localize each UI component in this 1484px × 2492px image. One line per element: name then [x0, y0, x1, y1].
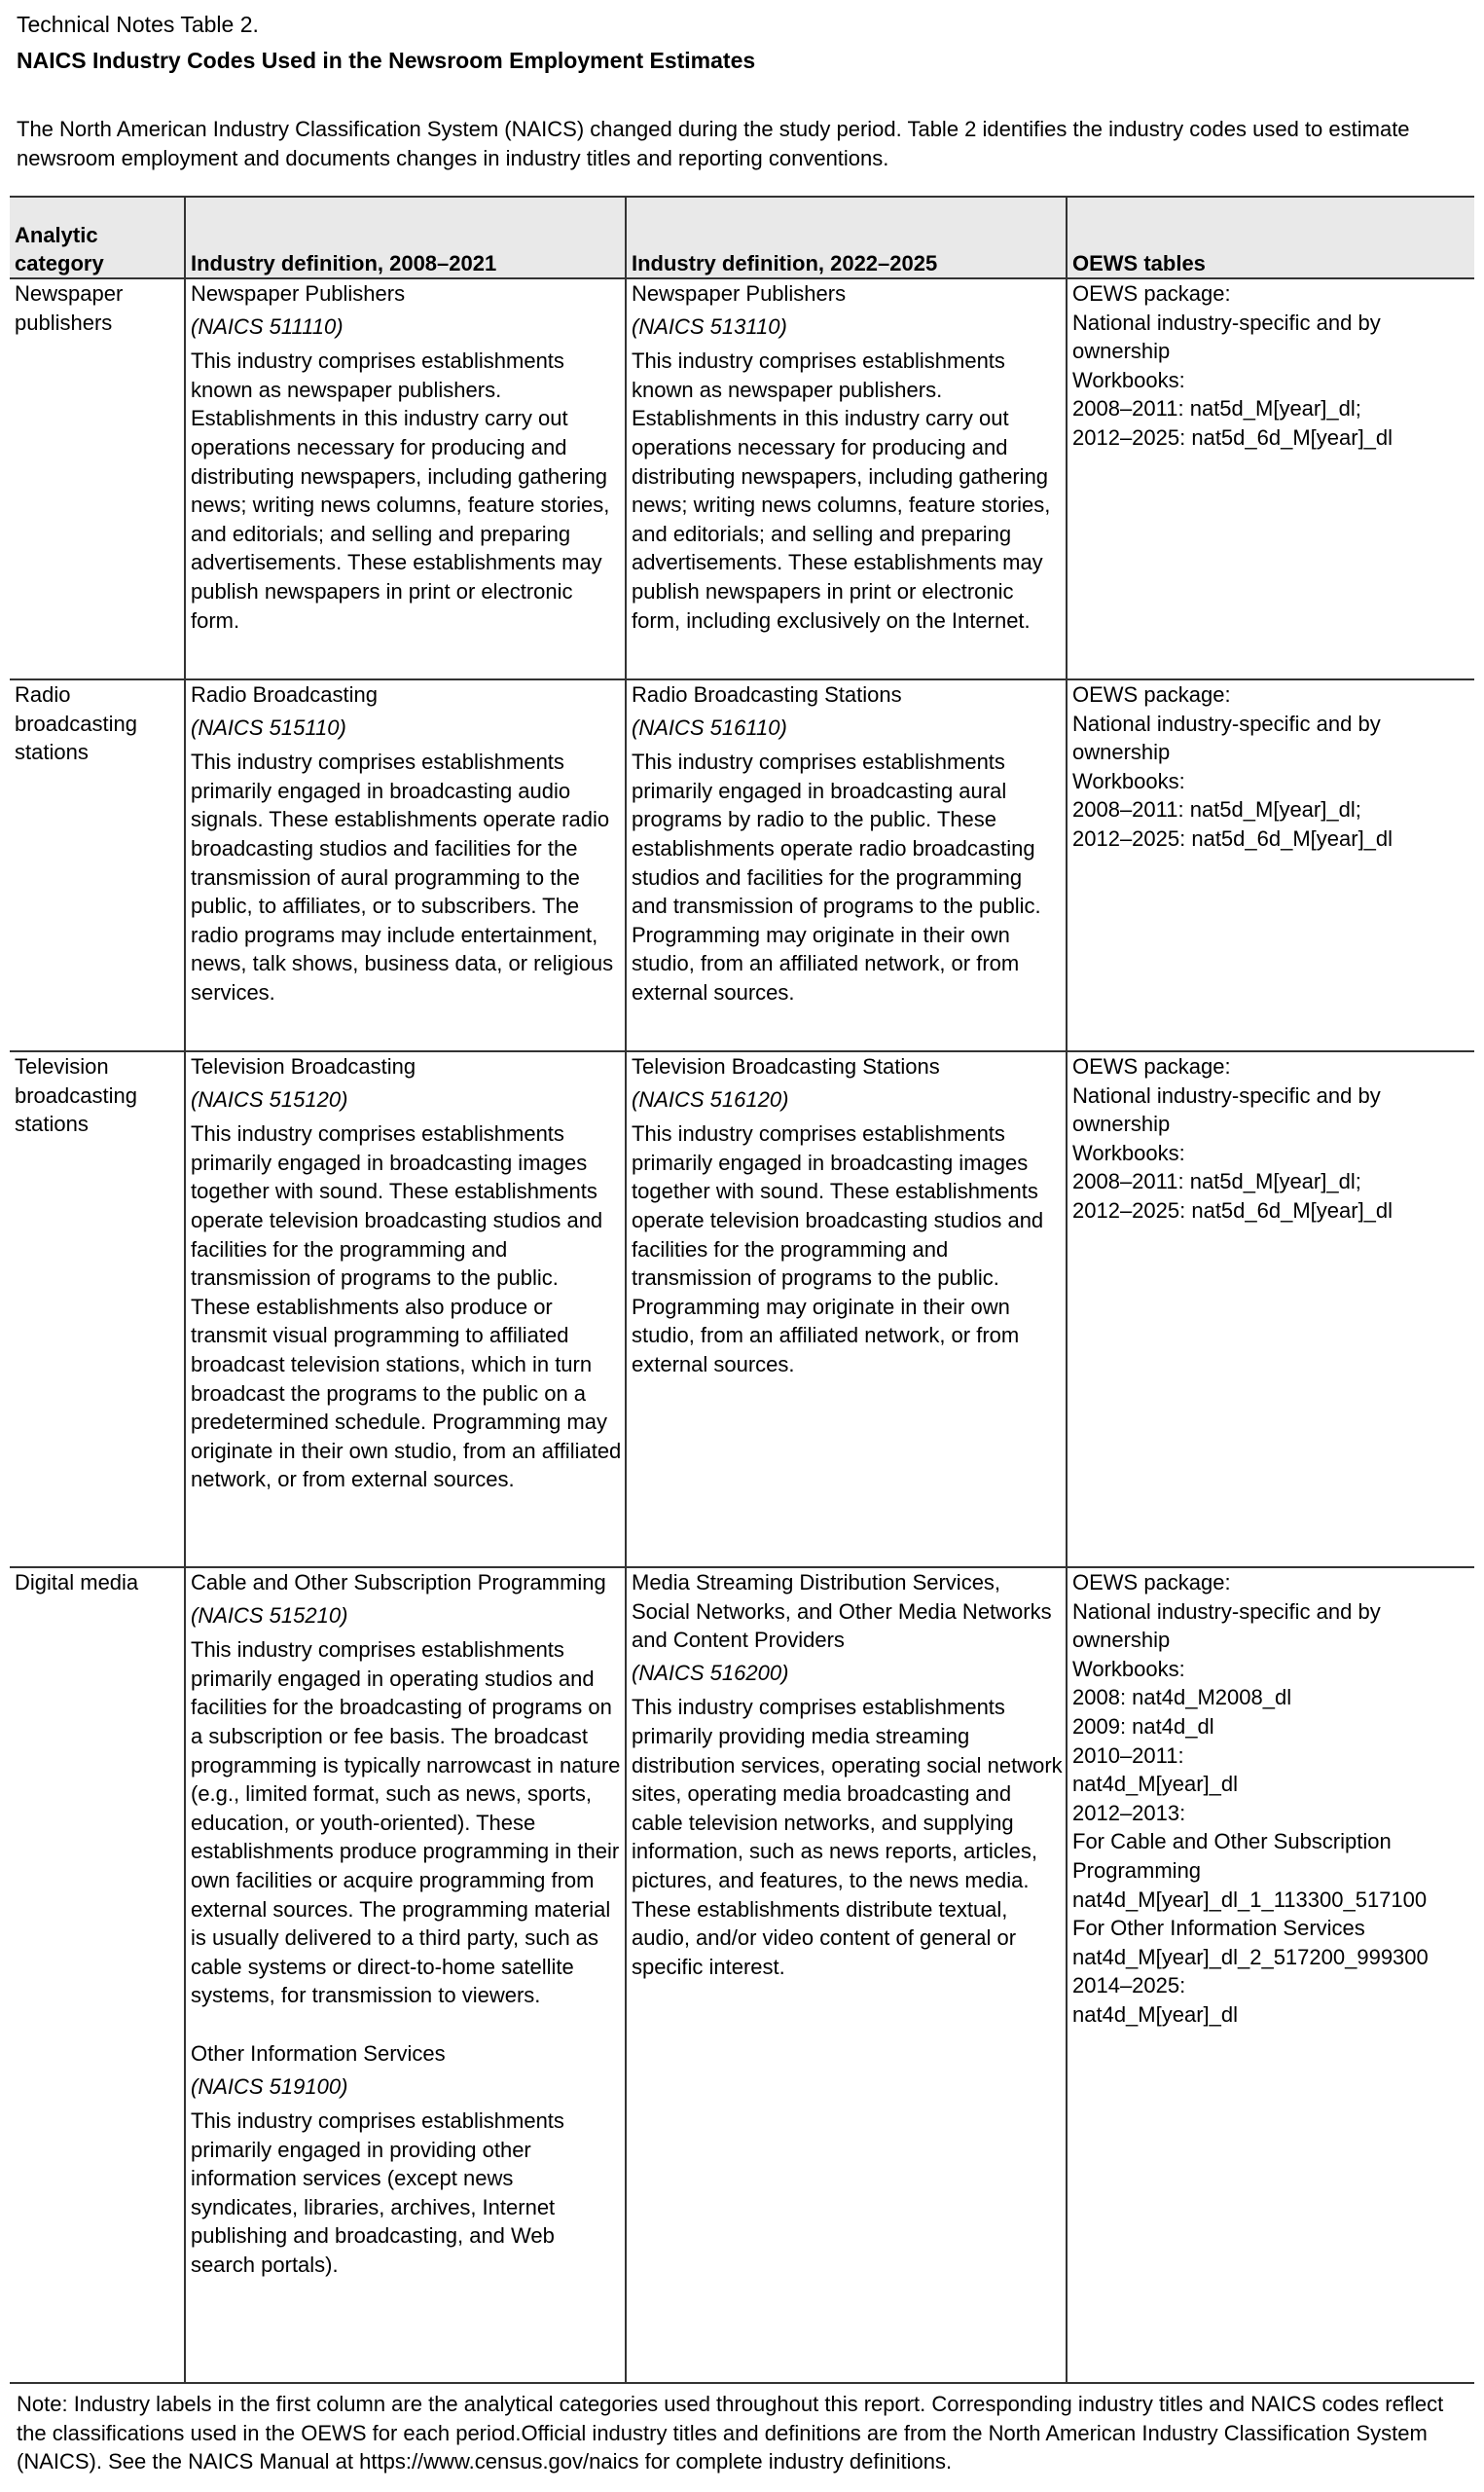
oews-line: 2014–2025: [1072, 1973, 1186, 1998]
oews-line: For Cable and Other Subscription Programming [1072, 1829, 1392, 1883]
industry-description: This industry comprises establishments primarily engaged in broadcasting aural programs by radio to the public. These establishments operate radio broadcasting studios and facilities for the programming and transmission of programs to the public. Programming may originate in their own studio, from an affiliated network, or from external sources. [632, 750, 1041, 1005]
category-cell: Digital media [10, 1567, 185, 2383]
naics-code: (NAICS 515110) [191, 715, 346, 740]
oews-cell [1067, 1051, 1474, 1567]
oews-line: National industry-specific and by ownership [1072, 310, 1381, 364]
industry-title: Television Broadcasting [191, 1054, 416, 1079]
oews-line: National industry-specific and by ownership [1072, 1082, 1381, 1137]
naics-code: (NAICS 511110) [191, 313, 344, 339]
oews-line: 2008–2011: nat5d_M[year]_dl; [1072, 396, 1361, 421]
header-definition-2022-2025: Industry definition, 2022–2025 [626, 197, 1067, 278]
definition-2022-cell [626, 1051, 1067, 1567]
definition-2008-cell [185, 1567, 626, 2383]
industry-description: This industry comprises establishments primarily providing media streaming distribution services, operating social network sites, operating media broadcasting and cable television networks, and supplying information, such as news reports, articles, pictures, and features, to the news media. These establishments distribute textual, audio, and/or video content of general or specific interest. [632, 1695, 1063, 1979]
definition-2022-cell [626, 1567, 1067, 2383]
industry-description: This industry comprises establishments primarily engaged in broadcasting audio signals. These establishments operate radio broadcasting studios and facilities for the transmission of aural programming to the public, to affiliates, or to subscribers. The radio programs may include entertainment, news, talk shows, business data, or religious services. [191, 750, 614, 1005]
oews-cell [1067, 1567, 1474, 2383]
industry-title: Radio Broadcasting [191, 682, 379, 707]
oews-line: 2008–2011: nat5d_M[year]_dl; [1072, 797, 1361, 823]
header-row [10, 197, 1474, 278]
oews-line: 2009: nat4d_dl [1072, 1713, 1214, 1739]
oews-line: For Other Information Services [1072, 1916, 1365, 1941]
oews-line: 2012–2025: nat5d_6d_M[year]_dl [1072, 825, 1394, 851]
oews-line: OEWS package: [1072, 281, 1231, 306]
header-definition-2008-2021: Industry definition, 2008–2021 [185, 197, 626, 278]
table-label: Technical Notes Table 2. [17, 12, 259, 37]
oews-line: nat4d_M[year]_dl_2_517200_999300 [1072, 1944, 1429, 1969]
category-cell: Television broadcasting stations [10, 1051, 185, 1567]
oews-line: 2012–2025: nat5d_6d_M[year]_dl [1072, 1197, 1394, 1223]
oews-line: nat4d_M[year]_dl_1_113300_517100 [1072, 1887, 1428, 1912]
table-row [10, 278, 1474, 679]
definition-2008-cell [185, 679, 626, 1051]
intro-paragraph: The North American Industry Classification System (NAICS) changed during the study period. Table 2 identifies the industry codes used to estimate newsroom employment and documents changes in industry titles and reporting conventions. [17, 117, 1410, 170]
oews-line: Workbooks: [1072, 1140, 1185, 1165]
table-title: NAICS Industry Codes Used in the Newsroom Employment Estimates [17, 48, 756, 73]
table-note: Note: Industry labels in the first column are the analytical categories used throughout this report. Corresponding industry titles and NAICS codes reflect the classifications used in the OEWS for each period.Official industry titles and definitions are from the North American Industry Classification System (NAICS). See the NAICS Manual at https://www.census.gov/naics for complete industry definitions. [17, 2392, 1444, 2474]
oews-line: National industry-specific and by ownership [1072, 1598, 1381, 1653]
category-cell: Newspaper publishers [10, 278, 185, 679]
table-row [10, 1051, 1474, 1567]
industry-description: This industry comprises establishments known as newspaper publishers. Establishments in this industry carry out operations necessary for producing and distributing newspapers, including gathering news; writing news columns, feature stories, and editorials; and selling and preparing advertisements. These establishments may publish newspapers in print or electronic form, including exclusively on the Internet. [632, 348, 1051, 633]
industry-title: Newspaper Publishers [632, 281, 847, 306]
industry-description: This industry comprises establishments primarily engaged in providing other information services (except news syndicates, libraries, archives, Internet publishing and broadcasting, and Web search portals). [191, 2108, 564, 2278]
oews-cell [1067, 679, 1474, 1051]
naics-table [10, 196, 1474, 2384]
definition-2008-cell [185, 278, 626, 679]
naics-code: (NAICS 516110) [632, 715, 787, 740]
oews-line: Workbooks: [1072, 367, 1185, 392]
naics-code: (NAICS 515210) [191, 1602, 348, 1628]
category-cell: Radio broadcasting stations [10, 679, 185, 1051]
industry-title: Radio Broadcasting Stations [632, 682, 902, 707]
oews-line: National industry-specific and by ownership [1072, 711, 1381, 765]
oews-line: OEWS package: [1072, 1054, 1231, 1079]
naics-code: (NAICS 515120) [191, 1086, 348, 1112]
naics-code: (NAICS 519100) [191, 2073, 348, 2099]
oews-line: nat4d_M[year]_dl [1072, 2001, 1238, 2027]
industry-description: This industry comprises establishments primarily engaged in broadcasting images together with sound. These establishments operate television broadcasting studios and facilities for the programming and transmission of programs to the public. Programming may originate in their own studio, from an affiliated network, or from external sources. [632, 1121, 1044, 1376]
header-oews-tables: OEWS tables [1067, 197, 1474, 278]
definition-2008-cell [185, 1051, 626, 1567]
oews-line: 2008–2011: nat5d_M[year]_dl; [1072, 1169, 1361, 1194]
naics-code: (NAICS 516200) [632, 1660, 789, 1685]
oews-line: 2012–2025: nat5d_6d_M[year]_dl [1072, 424, 1394, 450]
oews-line: nat4d_M[year]_dl [1072, 1772, 1238, 1797]
oews-line: Workbooks: [1072, 768, 1185, 793]
oews-line: 2010–2011: [1072, 1742, 1184, 1768]
industry-description: This industry comprises establishments known as newspaper publishers. Establishments in this industry carry out operations necessary for producing and distributing newspapers, including gathering news; writing news columns, feature stories, and editorials; and selling and preparing advertisements. These establishments may publish newspapers in print or electronic form. [191, 348, 610, 633]
oews-line: 2008: nat4d_M2008_dl [1072, 1685, 1292, 1710]
industry-title: Cable and Other Subscription Programming [191, 1570, 606, 1594]
definition-2022-cell [626, 679, 1067, 1051]
oews-line: 2012–2013: [1072, 1800, 1186, 1825]
industry-title: Other Information Services [191, 2040, 446, 2066]
naics-code: (NAICS 513110) [632, 313, 787, 339]
industry-title: Television Broadcasting Stations [632, 1054, 940, 1079]
industry-description: This industry comprises establishments primarily engaged in operating studios and facilities for the broadcasting of programs on a subscription or fee basis. The broadcast programming is typically narrowcast in nature (e.g., limited format, such as news, sports, education, or youth-oriented). These establishments produce programming in their own facilities or acquire programming from external sources. The programming material is usually delivered to a third party, such as cable systems or direct-to-home satellite systems, for transmission to viewers. [191, 1637, 621, 2008]
naics-code: (NAICS 516120) [632, 1086, 789, 1112]
industry-description: This industry comprises establishments primarily engaged in broadcasting images together with sound. These establishments operate television broadcasting studios and facilities for the programming and transmission of programs to the public. These establishments also produce or transmit visual programming to affiliated broadcast television stations, which in turn broadcast the programs to the public on a predetermined schedule. Programming may originate in their own studio, from an affiliated network, or from external sources. [191, 1121, 622, 1492]
oews-line: OEWS package: [1072, 1570, 1231, 1594]
table-row [10, 679, 1474, 1051]
industry-title: Newspaper Publishers [191, 281, 406, 306]
header-analytic-category: Analytic category [10, 197, 185, 278]
oews-line: Workbooks: [1072, 1656, 1185, 1681]
table-row [10, 1567, 1474, 2383]
oews-line: OEWS package: [1072, 682, 1231, 707]
industry-title: Media Streaming Distribution Services, Social Networks, and Other Media Networks and Content Providers [632, 1570, 1052, 1653]
definition-2022-cell [626, 278, 1067, 679]
oews-cell [1067, 278, 1474, 679]
